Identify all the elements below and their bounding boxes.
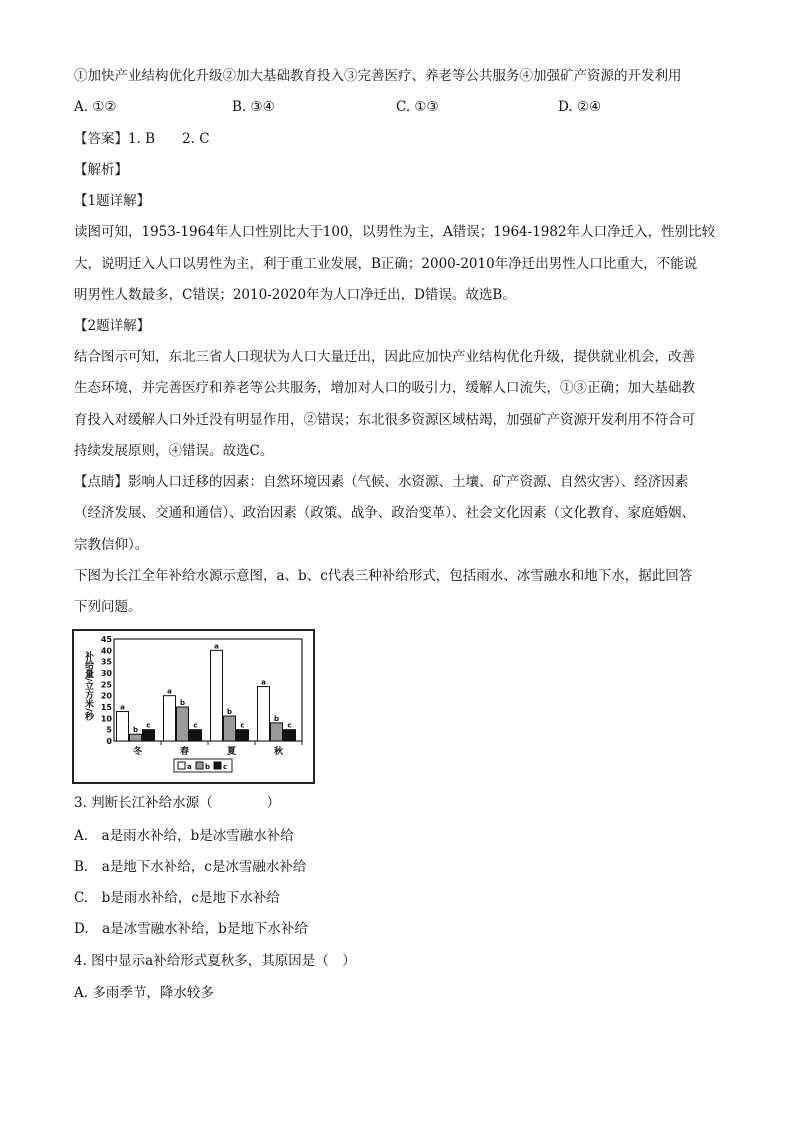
- q3-option-c: C. b是雨水补给，c是地下水补给: [74, 890, 280, 906]
- bar-label-a: a: [214, 642, 219, 651]
- tip-line-3: 宗教信仰）。: [74, 537, 149, 553]
- bar-label-c: c: [146, 721, 151, 730]
- q2-choice-d: D. ②④: [558, 99, 602, 115]
- tip-line-2: （经济发展、交通和通信）、政治因素（政策、战争、政治变革）、社会文化因素（文化教育、家庭婚姻、: [74, 505, 695, 521]
- y-axis-label: 补给量/立方米/秒: [83, 651, 93, 721]
- bar-a-秋: [258, 687, 270, 741]
- legend-swatch-a: [178, 762, 185, 769]
- bar-label-c: c: [287, 721, 292, 730]
- y-tick-label: 25: [100, 680, 112, 690]
- bar-label-c: c: [240, 721, 245, 730]
- bar-label-a: a: [167, 687, 172, 696]
- q2-choice-b: B. ③④: [232, 99, 275, 115]
- legend-swatch-c: [214, 762, 221, 769]
- x-tick-label: 春: [179, 747, 190, 757]
- y-tick-label: 10: [100, 714, 112, 724]
- y-tick-label: 40: [100, 646, 112, 656]
- q3-option-a: A. a是雨水补给，b是冰雪融水补给: [74, 828, 294, 844]
- detail1-line-1: 读图可知，1953-1964年人口性别比大于100，以男性为主，A错误；1964-1982年人口净迁入，性别比较: [74, 224, 716, 240]
- bar-b-冬: [130, 734, 142, 741]
- bar-label-b: b: [273, 714, 280, 723]
- legend-swatch-b: [196, 762, 203, 769]
- y-tick-label: 0: [106, 737, 112, 746]
- q2-choice-a: A. ①②: [74, 99, 117, 115]
- answer-text: 1. B 2. C: [128, 131, 210, 147]
- bar-label-b: b: [132, 726, 139, 735]
- y-tick-label: 5: [106, 725, 112, 735]
- bar-c-夏: [237, 730, 249, 741]
- bar-label-c: c: [193, 721, 198, 730]
- y-tick-label: 45: [100, 635, 112, 644]
- detail2-line-2: 生态环境，并完善医疗和养老等公共服务，增加对人口的吸引力，缓解人口流失，①③正确；加大基础教: [74, 380, 695, 396]
- q3-option-b: B. a是地下水补给，c是冰雪融水补给: [74, 859, 307, 875]
- q3-stem: 3. 判断长江补给水源（ ）: [74, 795, 281, 811]
- q2-choice-c: C. ①③: [396, 99, 439, 115]
- bar-label-a: a: [261, 678, 266, 687]
- answer-tag: 【答案】: [74, 131, 128, 147]
- detail2-line-4: 持续发展原则，④错误。故选C。: [74, 443, 274, 459]
- detail1-line-2: 大，说明迁入人口以男性为主，利于重工业发展，B正确；2000-2010年净迁出男性人口比重大，不能说: [74, 256, 698, 272]
- y-tick-label: 15: [100, 703, 112, 712]
- tip-tag: 【点睛】: [74, 474, 128, 490]
- legend-label-a: a: [187, 763, 192, 771]
- legend-label-b: b: [205, 763, 211, 771]
- analysis-label: 【解析】: [74, 162, 128, 178]
- bar-label-b: b: [179, 699, 186, 707]
- legend-label-c: c: [223, 763, 228, 771]
- bar-label-b: b: [226, 708, 233, 717]
- y-tick-label: 30: [100, 669, 112, 678]
- tip-text-1: 影响人口迁移的因素：自然环境因素（气候、水资源、土壤、矿产资源、自然灾害）、经济因素: [128, 474, 689, 490]
- bar-a-冬: [117, 712, 129, 741]
- detail2-line-1: 结合图示可知，东北三省人口现状为人口大量迁出，因此应加快产业结构优化升级，提供就业机会，改善: [74, 349, 695, 365]
- bar-b-秋: [271, 723, 283, 741]
- q4-stem: 4. 图中显示a补给形式夏秋多，其原因是（ ）: [74, 953, 356, 969]
- bar-a-春: [164, 696, 176, 741]
- y-tick-label: 20: [100, 691, 112, 701]
- detail1-line-3: 明男性人数最多，C错误；2010-2020年为人口净迁出，D错误。故选B。: [74, 287, 516, 303]
- q2-options-line: ①加快产业结构优化升级②加大基础教育投入③完善医疗、养老等公共服务④加强矿产资源的开发利用: [74, 68, 682, 84]
- detail1-heading: 【1题详解】: [74, 193, 151, 209]
- x-tick-label: 秋: [273, 747, 284, 757]
- bar-c-春: [190, 730, 202, 741]
- q3-option-d: D. a是冰雪融水补给，b是地下水补给: [74, 921, 308, 937]
- bar-b-春: [177, 707, 189, 741]
- bar-c-秋: [284, 730, 296, 741]
- x-tick-label: 夏: [226, 747, 237, 757]
- bar-a-夏: [211, 650, 223, 741]
- detail2-line-3: 育投入对缓解人口外迁没有明显作用，②错误；东北很多资源区域枯竭，加强矿产资源开发利用不符合可: [74, 412, 695, 428]
- bar-c-冬: [143, 730, 155, 741]
- q4-option-a: A. 多雨季节，降水较多: [74, 985, 214, 1001]
- detail2-heading: 【2题详解】: [74, 318, 151, 334]
- bar-label-a: a: [120, 703, 125, 712]
- answer-line: [74, 129, 210, 149]
- x-tick-label: 冬: [132, 747, 143, 757]
- y-tick-label: 35: [100, 657, 112, 667]
- water-supply-chart: [72, 629, 315, 784]
- bar-b-夏: [224, 716, 236, 741]
- intro-line-1: 下图为长江全年补给水源示意图，a、b、c代表三种补给形式，包括雨水、冰雪融水和地下水，据此回答: [74, 568, 693, 584]
- chart-svg: [74, 631, 313, 782]
- tip-line-1: [74, 472, 688, 492]
- intro-line-2: 下列问题。: [74, 599, 142, 615]
